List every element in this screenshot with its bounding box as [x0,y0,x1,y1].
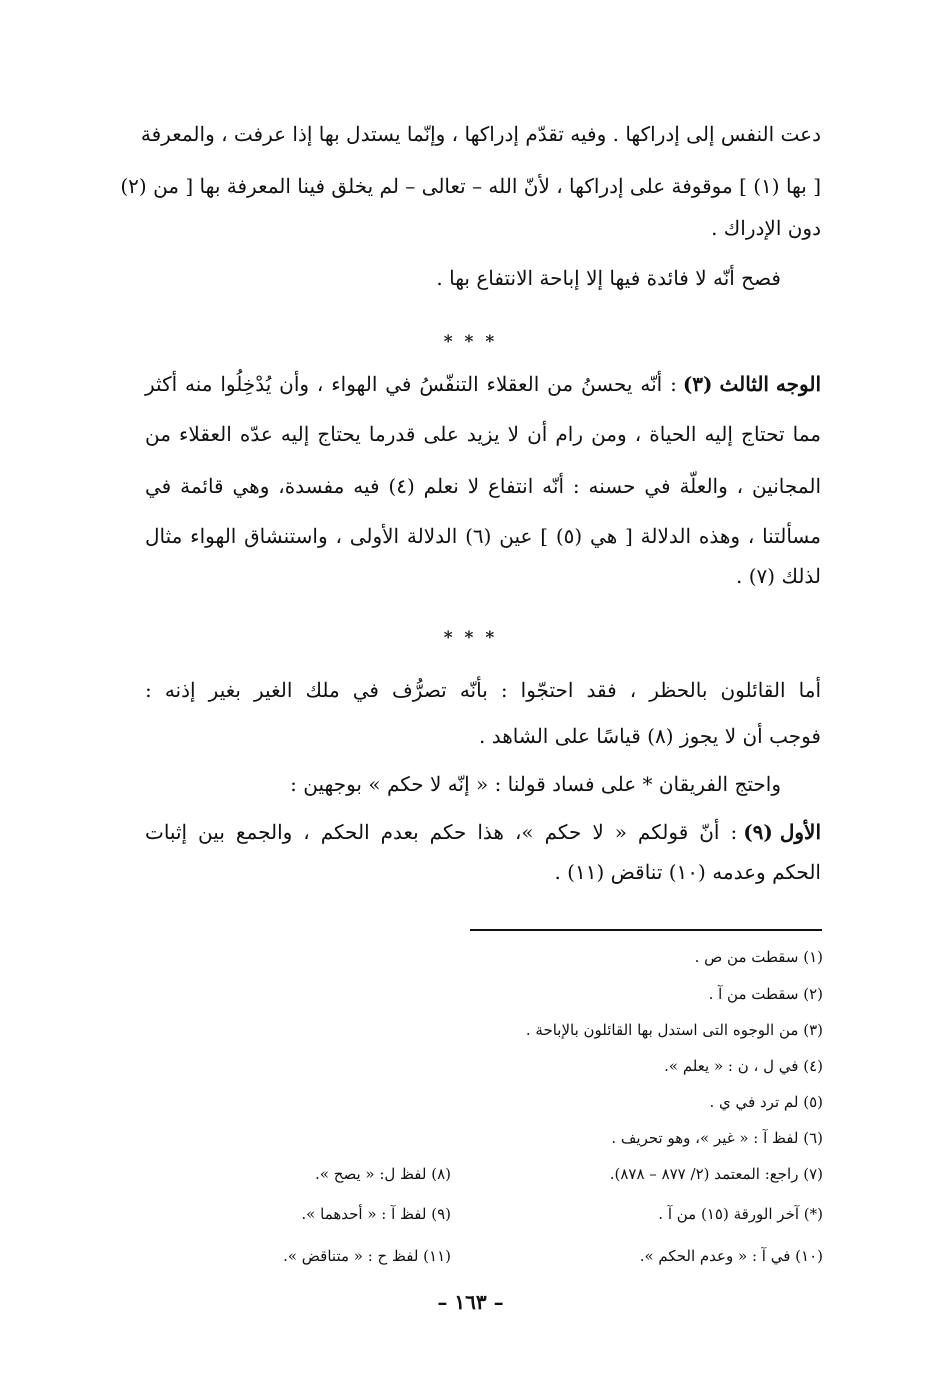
text-line: مسألتنا ، وهذه الدلالة [ هي (٥) ] عين (٦) الدلالة الأولى ، واستنشاق الهواء مثال [145,524,821,548]
section-separator: * * * [443,332,498,352]
footnote: (٩) لفظ آ : « أحدهما ». [301,1205,451,1223]
section-heading: الأول (٩) [743,820,821,844]
footnote: (٨) لفظ ل: « يصح ». [315,1165,451,1183]
footnote: (٦) لفظ آ : « غير »، وهو تحريف . [611,1129,823,1147]
footnote: (٢) سقطت من آ . [708,985,823,1003]
page-number: – ١٦٣ – [437,1290,504,1314]
text-line: المجانين ، والعلّة في حسنه : أنّه انتفاع لا نعلم (٤) فيه مفسدة، وهي قائمة في [145,474,822,498]
footnote: (١٠) في آ : « وعدم الحكم ». [639,1247,823,1265]
section-heading: الوجه الثالث (٣) [682,372,821,396]
footnote-separator [470,929,822,931]
footnote: (*) آخر الورقة (١٥) من آ . [658,1205,823,1223]
footnote: (٣) من الوجوه التى استدل بها القائلون بالإباحة . [525,1021,823,1039]
footnote: (١١) لفظ ح : « متناقض ». [283,1247,451,1265]
text-line: أما القائلون بالحظر ، فقد احتجّوا : بأنّه تصرُّف في ملك الغير بغير إذنه : [145,678,821,702]
heading-continuation: : أنّ قولكم « لا حكم »، هذا حكم بعدم الحكم ، والجمع بين إثبات [145,820,738,844]
heading-continuation: : أنّه يحسنُ من العقلاء التنفّسُ في الهواء ، وأن يُدْخِلُوا منه أكثر [145,372,677,396]
text-line: الحكم وعدمه (١٠) تناقض (١١) . [554,860,821,884]
section-separator: * * * [443,628,498,648]
text-line [145,818,821,846]
text-line: فوجب أن لا يجوز (٨) قياسًا على الشاهد . [479,724,821,748]
footnote: (٤) في ل ، ن : « يعلم ». [664,1057,823,1075]
text-line: لذلك (٧) . [736,564,821,588]
text-line: مما تحتاج إليه الحياة ، ومن رام أن لا يزيد على قدرما يحتاج إليه عدّه العقلاء من [145,422,821,446]
text-line: [ بها (١) ] موقوفة على إدراكها ، لأنّ الله – تعالى – لم يخلق فينا المعرفة بها [ من (٢) [120,174,821,198]
text-line: فصح أنّه لا فائدة فيها إلا إباحة الانتفاع بها . [436,266,781,290]
text-line: دعت النفس إلى إدراكها . وفيه تقدّم إدراكها ، وإنّما يستدل بها إذا عرفت ، والمعرفة [140,122,821,146]
footnote: (٥) لم ترد في ي . [709,1093,823,1111]
footnote: (٧) راجع: المعتمد (٢/ ٨٧٧ – ٨٧٨). [609,1165,823,1183]
text-line: واحتج الفريقان * على فساد قولنا : « إنّه لا حكم » بوجهين : [290,772,781,796]
text-line [145,370,821,398]
footnote: (١) سقطت من ص . [694,948,823,966]
text-line: دون الإدراك . [711,216,821,240]
